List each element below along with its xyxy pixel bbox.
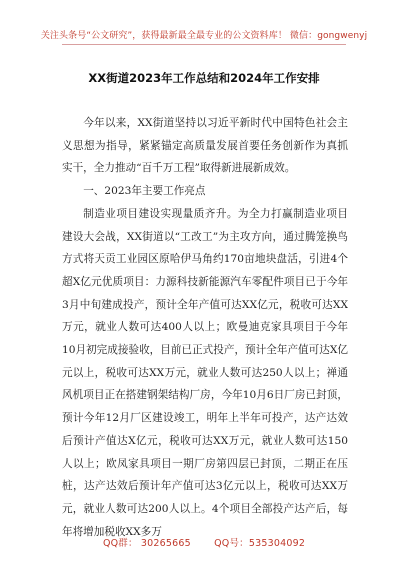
header-banner: 关注头条号“公文研究”，获得最新最全最专业的公文资料库！ 微信：gongwenyj xyxy=(40,31,368,41)
paragraph-manufacturing: 制造业项目建设实现量质齐升。为全力打赢制造业项目建设大会战，XX街道以“工改工”为主攻方向，通过腾笼换鸟方式将天贡工业园区原哈伊马角约170亩地块盘活，引进4个超X亿元优质项目：力源科技新能源汽车零配件项目已于今年3月中旬建成投产，预计全年产值可达XX亿元，税收可达XX万元，就业人数可达400人以上；欧曼迪克家具项目于今年10月初完成接验收，目前已正式投产，预计全年产值可达X亿元以上，税收可达XX万元，就业人数可达250人以上；禅通风机项目正在搭建钢架结构厂房，今年10月6日厂房已封顶，预计今年12月厂区建设竣工，明年上半年可投产，达产达效后预计产值达X亿元，税收可达XX万元，就业人数可达150人以上；欧凤家具项目一期厂房第四层已封顶，二期正在压桩，达产达效后预计年产值可达3亿元以上，税收可达XX万元，就业人数可达200人以上。4个项目全部投产达产后，每年将增加税收XX多万 xyxy=(62,207,348,538)
footer-qq-group: QQ群： 30265665 xyxy=(102,538,191,549)
document-title: XX街道2023年工作总结和2024年工作安排 xyxy=(88,71,320,85)
paragraph-intro: 今年以来，XX街道坚持以习近平新时代中国特色社会主义思想为指导，紧紧锚定高质量发展首要任务创新作为真抓实干，全力推动“百千万工程”取得新进展新成效。 xyxy=(62,117,348,175)
footer-qq-number: QQ号：535304092 xyxy=(214,538,306,549)
header-divider xyxy=(62,44,346,45)
footer-contact xyxy=(0,535,408,549)
document-body xyxy=(62,112,348,543)
section-heading: 一、2023年主要工作亮点 xyxy=(83,185,206,198)
